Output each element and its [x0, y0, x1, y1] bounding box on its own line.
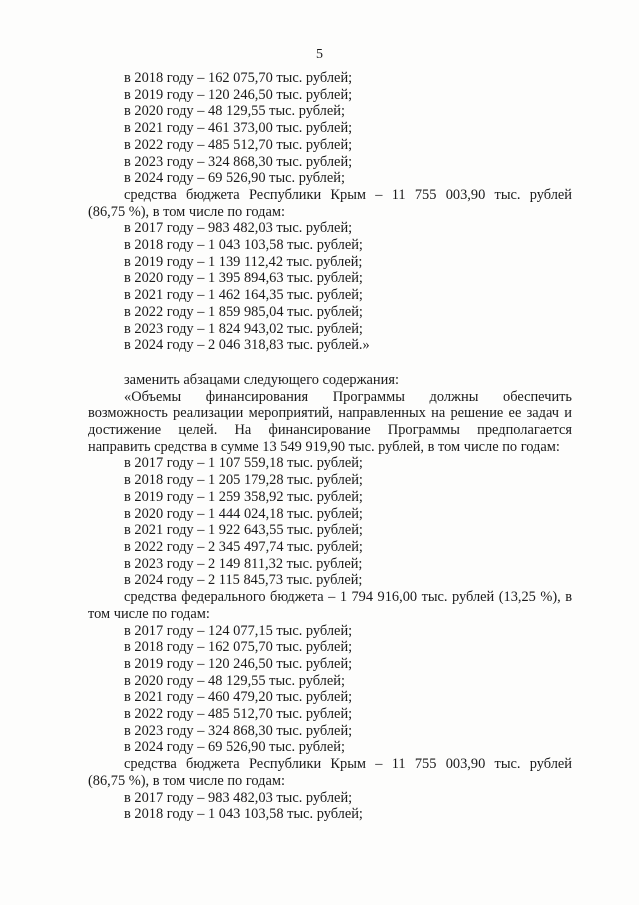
list-item: в 2018 году – 162 075,70 тыс. рублей; — [124, 70, 353, 86]
list-item: в 2020 году – 1 444 024,18 тыс. рублей; — [124, 505, 363, 522]
list-item: в 2022 году – 1 859 985,04 тыс. рублей; — [124, 303, 363, 320]
list-item: в 2024 году – 2 046 318,83 тыс. рублей.» — [124, 337, 370, 354]
list-item: в 2021 году – 1 922 643,55 тыс. рублей; — [124, 522, 363, 539]
paragraph-line: направить средства в сумме 13 549 919,90 тыс. рублей, в том числе по годам: — [88, 438, 560, 455]
list-item: в 2024 году – 69 526,90 тыс. рублей; — [124, 739, 345, 756]
list-item: в 2020 году – 1 395 894,63 тыс. рублей; — [124, 270, 363, 287]
crimea-budget-heading: средства бюджета Республики Крым – 11 755 003,90 тыс. рублей — [124, 756, 572, 773]
paragraph-line: достижение целей. На финансирование Программы предполагается — [88, 422, 572, 439]
list-item: в 2018 году – 162 075,70 тыс. рублей; — [124, 639, 353, 656]
page-number: 5 — [316, 47, 323, 62]
document-body — [88, 70, 572, 823]
list-item: в 2017 году – 983 482,03 тыс. рублей; — [124, 220, 353, 237]
list-item: в 2020 году – 48 129,55 тыс. рублей; — [124, 103, 345, 120]
crimea-budget-heading-cont: (86,75 %), в том числе по годам: — [88, 203, 285, 220]
list-item: в 2019 году – 1 259 358,92 тыс. рублей; — [124, 488, 363, 505]
list-item: в 2017 году – 124 077,15 тыс. рублей; — [124, 622, 353, 639]
list-item: в 2023 году – 1 824 943,02 тыс. рублей; — [124, 320, 363, 337]
list-item: в 2022 году – 485 512,70 тыс. рублей; — [124, 136, 353, 153]
list-item: в 2019 году – 120 246,50 тыс. рублей; — [124, 655, 353, 672]
list-item: в 2024 году – 2 115 845,73 тыс. рублей; — [124, 572, 363, 589]
list-item: в 2023 году – 324 868,30 тыс. рублей; — [124, 153, 353, 170]
list-item: в 2021 году – 1 462 164,35 тыс. рублей; — [124, 287, 363, 304]
list-item: в 2018 году – 1 043 103,58 тыс. рублей; — [124, 806, 363, 823]
federal-budget-heading: средства федерального бюджета – 1 794 916,00 тыс. рублей (13,25 %), в — [124, 589, 572, 606]
list-item: в 2021 году – 460 479,20 тыс. рублей; — [124, 689, 353, 706]
paragraph-line: возможность реализации мероприятий, направленных на решение ее задач и — [88, 405, 572, 422]
list-item: в 2022 году – 485 512,70 тыс. рублей; — [124, 706, 353, 723]
list-item: в 2017 году – 1 107 559,18 тыс. рублей; — [124, 455, 363, 472]
crimea-budget-heading-cont: (86,75 %), в том числе по годам: — [88, 772, 285, 789]
list-item: в 2021 году – 461 373,00 тыс. рублей; — [124, 120, 353, 137]
list-item: в 2023 году – 2 149 811,32 тыс. рублей; — [124, 555, 363, 572]
list-item: в 2017 году – 983 482,03 тыс. рублей; — [124, 789, 353, 806]
list-item: в 2024 году – 69 526,90 тыс. рублей; — [124, 170, 345, 187]
list-item: в 2019 году – 1 139 112,42 тыс. рублей; — [124, 253, 363, 270]
list-item: в 2018 году – 1 043 103,58 тыс. рублей; — [124, 237, 363, 254]
list-item: в 2023 году – 324 868,30 тыс. рублей; — [124, 722, 353, 739]
list-item: в 2018 году – 1 205 179,28 тыс. рублей; — [124, 472, 363, 489]
replace-instruction: заменить абзацами следующего содержания: — [124, 371, 399, 388]
list-item: в 2020 году – 48 129,55 тыс. рублей; — [124, 672, 345, 689]
federal-budget-heading-cont: том числе по годам: — [88, 605, 210, 622]
crimea-budget-heading: средства бюджета Республики Крым – 11 755 003,90 тыс. рублей — [124, 186, 572, 203]
list-item: в 2019 году – 120 246,50 тыс. рублей; — [124, 86, 353, 103]
list-item: в 2022 году – 2 345 497,74 тыс. рублей; — [124, 538, 363, 555]
paragraph-line: «Объемы финансирования Программы должны обеспечить — [124, 388, 572, 405]
